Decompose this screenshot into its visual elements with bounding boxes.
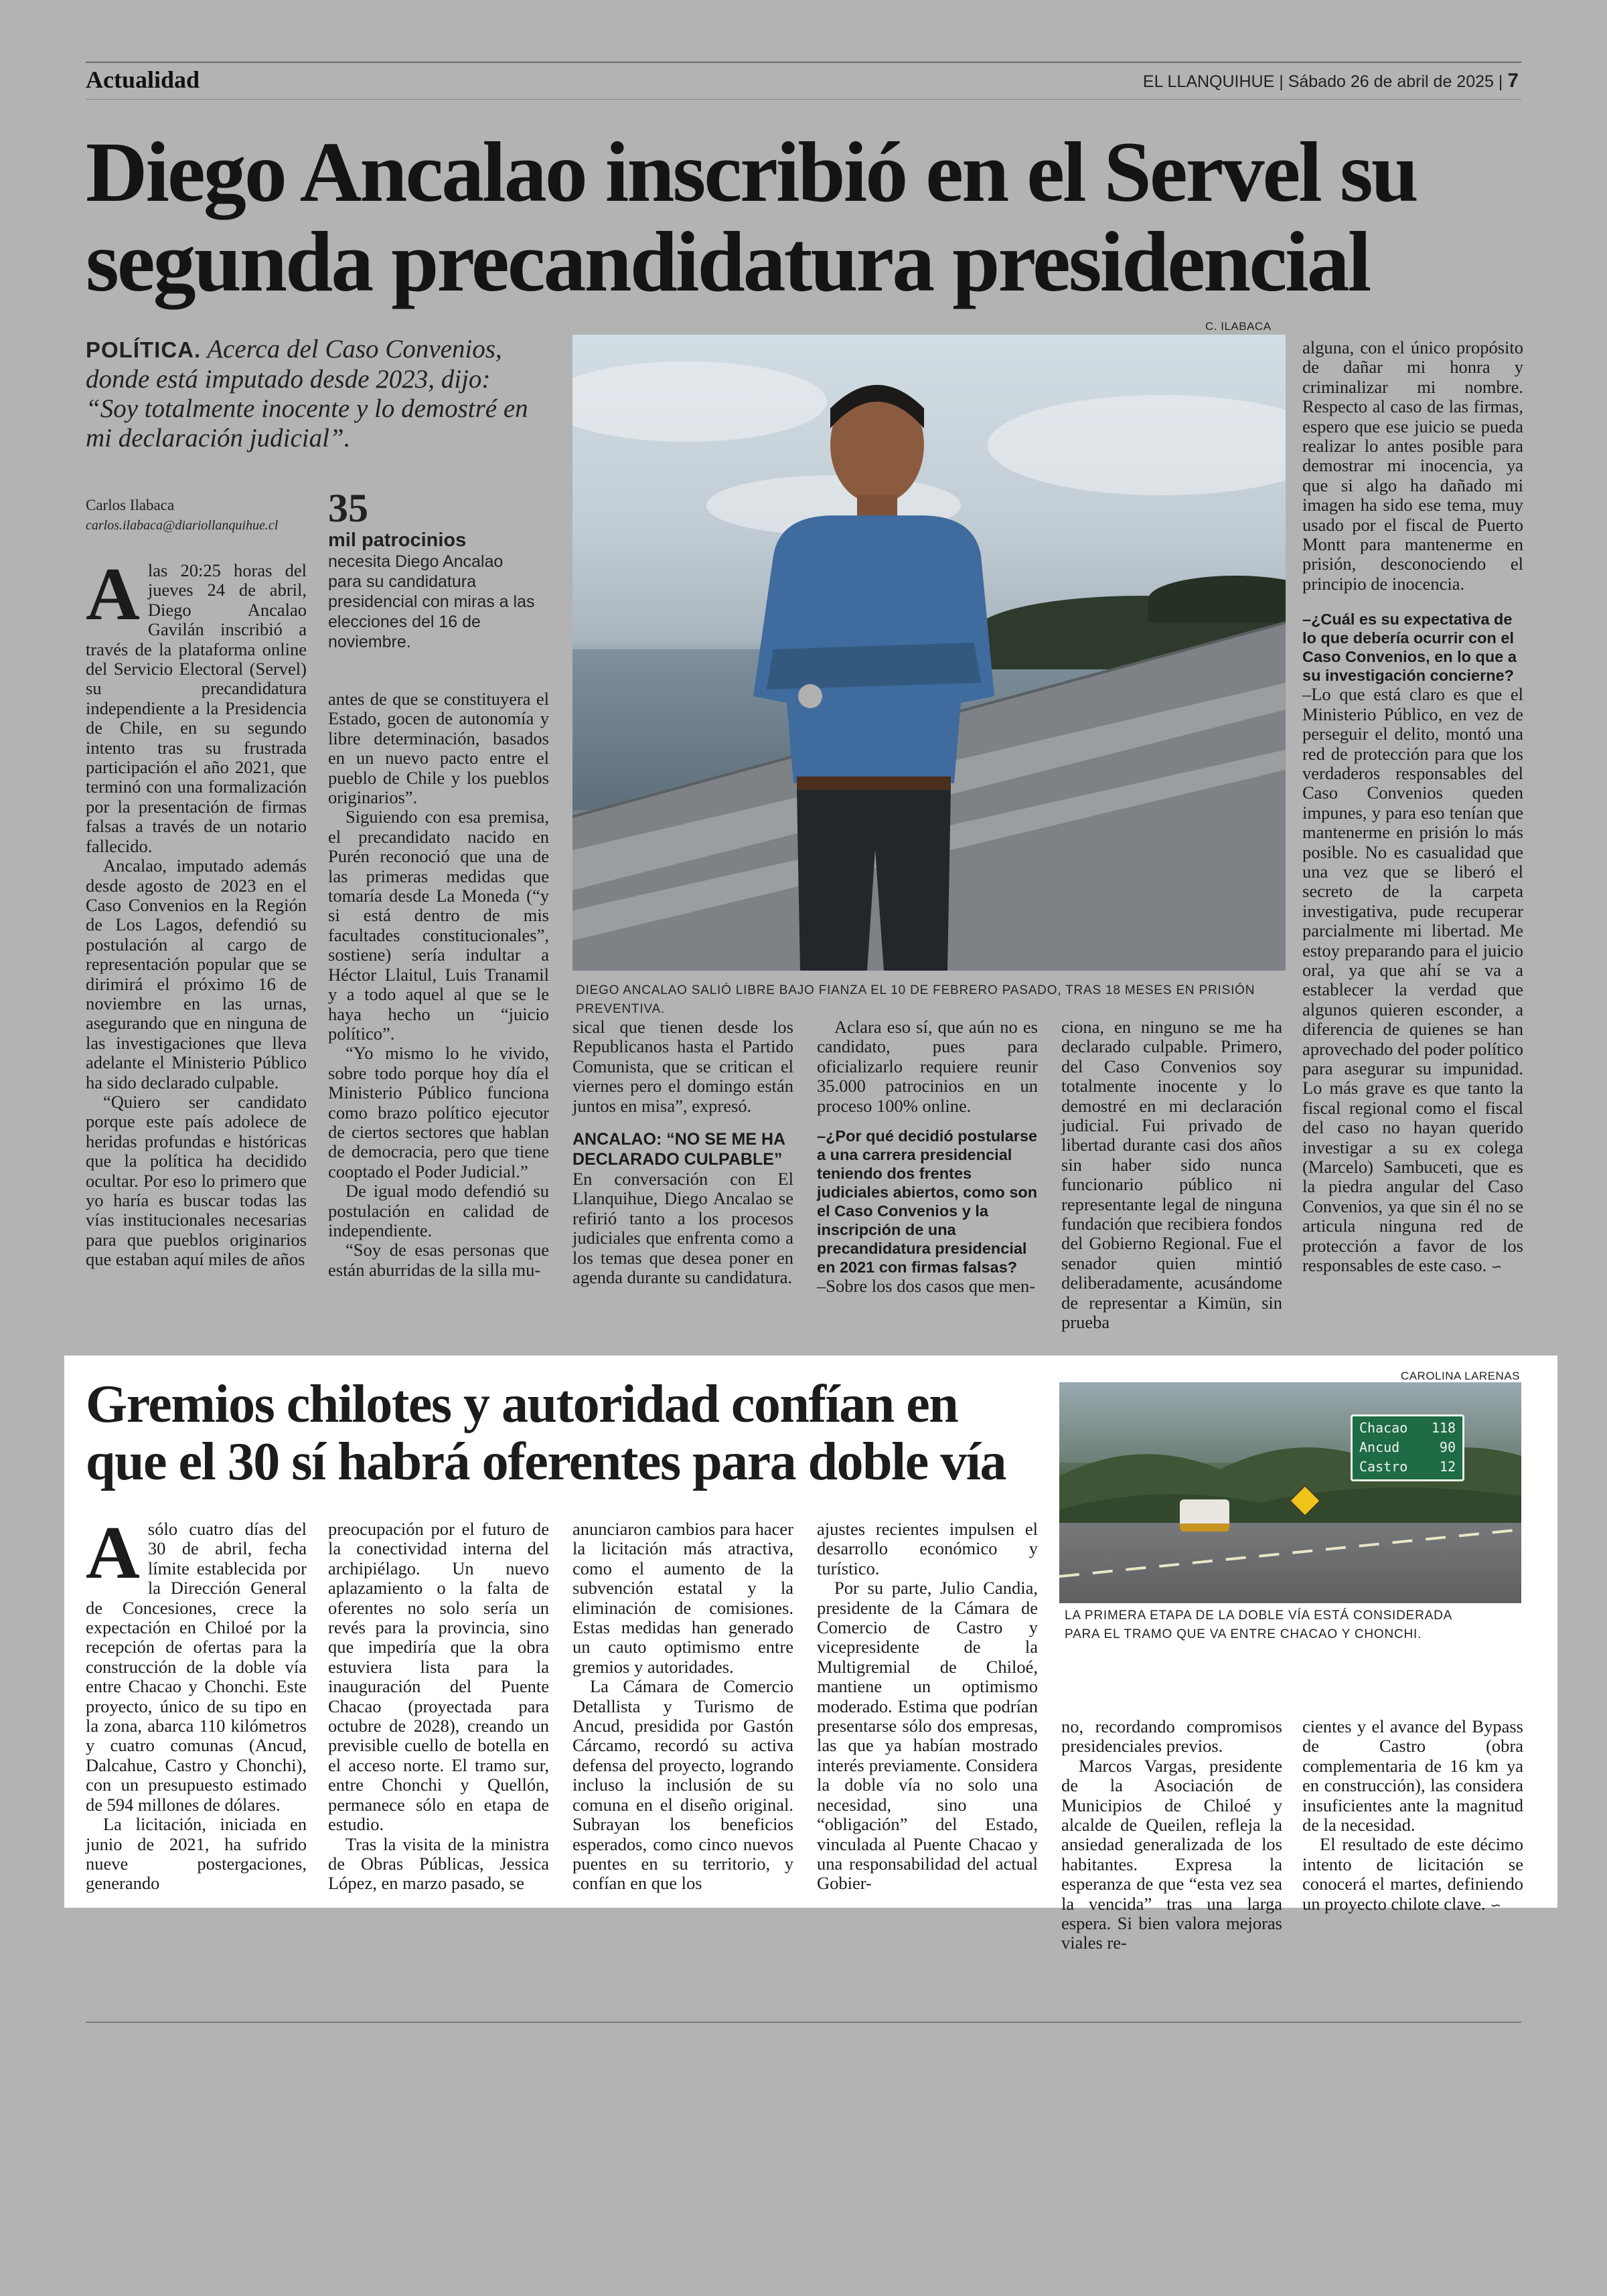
article2-col-6 (1302, 1717, 1523, 1916)
paragraph: –Lo que está claro es que el Ministerio Público, en vez de perseguir el delito, montó una red de protección para que los verdaderos responsables del Caso Convenios queden impunes, y para eso tenían que mantenerme en prisión lo más posible. No es casualidad que una vez que se liberó el secreto de la carpeta investigativa, pude recuperar parcialmente mi libertad. Me estoy preparando para el juicio oral, ya que ahí se va a establecer la verdad que algunos quieren esconder, a diferencia de quienes se han aprovechado del poder político para asegurar su impunidad. Lo más grave es que tanto la fiscal regional como el fiscal del caso no hayan querido investigar a su ex colega (Marcelo) Sambuceti, que es la piedra angular del Caso Convenios, ya que sin él no se articula ninguna red de protección a favor de los responsables de este caso. ∽ (1302, 684, 1523, 1276)
paragraph: ajustes recientes impulsen el desarrollo económico y turístico. (817, 1519, 1038, 1578)
paragraph: cientes y el avance del Bypass de Castro (obra complementaria de 16 km ya en construcción), las considera insuficientes ante la magnitud de la necesidad. (1302, 1716, 1523, 1835)
paragraph: preocupación por el futuro de la conectividad interna del archipiélago. Un nuevo aplazamiento o la falta de oferentes no solo sería un revés para la provincia, sino que impediría que la obra estuviera lista para la inauguración del Puente Chacao (proyectada para octubre de 2028), creando un previsible cuello de botella en el acceso norte. El tramo sur, entre Chonchi y Quellón, permanece sólo en etapa de estudio. (328, 1519, 549, 1835)
header-rule (86, 99, 1521, 100)
paragraph: Ancalao, imputado además desde agosto de 2023 en el Caso Convenios en la Región de Los Lagos, defendió su postulación al cargo de representación popular que se dirimirá el próximo 16 de noviembre en las urnas, asegurando que en ninguna de las investigaciones que lleva adelante el Ministerio Público ha sido declarado culpable. (86, 855, 307, 1092)
paragraph: Por su parte, Julio Candia, presidente de la Cámara de Comercio de Castro y vicepresidente de la Multigremial de Chiloé, mantiene un optimismo moderado. Estima que podrían presentarse sólo dos empresas, las que ya habían mostrado interés previamente. Considera la doble vía no solo una necesidad, sino una “obligación” del Estado, vinculada al Puente Chacao y una responsabilidad del actual Gobier- (817, 1578, 1038, 1894)
paragraph: “Yo mismo lo he vivido, sobre todo porque hoy día el Ministerio Público funciona como brazo político ejecutor de ciertos sectores que hablan de democracia, pero que tiene cooptado el Poder Judicial.” (328, 1043, 549, 1181)
article1-col-4 (817, 1017, 1038, 1296)
byline (86, 495, 307, 536)
article1-photo (572, 335, 1286, 971)
fact-unit: mil patrocinios (328, 529, 467, 551)
paragraph: sical que tienen desde los Republicanos hasta el Partido Comunista, que se critican el viernes pero el domingo están juntos en misa”, expresó. (572, 1017, 793, 1116)
article1-col-2 (328, 689, 549, 1280)
paragraph: Siguiendo con esa premisa, el precandidato nacido en Purén reconoció que una de las primeras medidas que tomaría desde La Moneda (“y si está dentro de mis facultades constitucionales”, sostiene) sería indultar a Héctor Llaitul, Luis Tranamil y a todo aquel al que se le haya hecho un “juicio político”. (328, 807, 549, 1044)
article2-col-2 (328, 1520, 549, 1894)
issue-date: Sábado 26 de abril de 2025 (1288, 72, 1494, 91)
author-email: carlos.ilabaca@diariollanquihue.cl (86, 518, 279, 533)
paragraph: “Quiero ser candidato porque este país adolece de heridas profundas e históricas que la política ha decidido ocultar. Por eso lo primero que yo haría es buscar todas las vías institucionales necesarias para que pueblos originarios que estaban aquí miles de años (86, 1091, 307, 1270)
article1-col-6 (1302, 338, 1523, 1277)
interview-question: –¿Por qué decidió postularse a una carrera presidencial teniendo dos frentes judiciales abiertos, como son el Caso Convenios y la inscripción de una precandidatura presidencial en 2021 con firmas falsas? (817, 1127, 1038, 1277)
photo-caption: LA PRIMERA ETAPA DE LA DOBLE VÍA ESTÁ CONSIDERADA PARA EL TRAMO QUE VA ENTRE CHACAO Y CHONCHI. (1065, 1609, 1452, 1641)
drop-cap: A (86, 553, 140, 636)
article2-photo (1059, 1382, 1521, 1603)
paragraph: ciona, en ninguno se me ha declarado culpable. Primero, del Caso Convenios soy totalmente inocente y lo demostré en mi declaración judicial. Fui privado de libertad durante casi dos años sin haber sido nunca funcionario público ni representante legal de ninguna fundación que recibiera fondos del Gobierno Regional. Fue el senador quien mintió deliberadamente, acusándome de representar a Kimün, sin prueba (1061, 1017, 1282, 1333)
headline-line: segunda precandidatura presidencial (86, 214, 1370, 309)
drop-cap: A (86, 1511, 140, 1594)
article2-headline (86, 1376, 1050, 1491)
article2-col-4 (817, 1520, 1038, 1894)
article1-col-3 (572, 1017, 793, 1287)
paragraph: La licitación, iniciada en junio de 2021, ha sufrido nueve postergaciones, generando (86, 1814, 307, 1894)
author-name: Carlos Ilabaca (86, 497, 175, 513)
subheading: ANCALAO: “NO SE ME HA DECLARADO CULPABLE” (572, 1130, 785, 1169)
article1-headline (86, 127, 1532, 307)
end-mark-icon: ∽ (1490, 1898, 1502, 1913)
person (733, 382, 1014, 971)
paragraph: anunciaron cambios para hacer la licitación más atractiva, como el aumento de la subvención estatal y la eliminación de comisiones. Estas medidas han generado un cauto optimismo entre gremios y autoridades. (572, 1519, 793, 1677)
bus (1180, 1499, 1229, 1532)
paragraph: En conversación con El Llanquihue, Diego Ancalao se refirió tanto a los procesos judiciales que enfrenta como a los temas que desea poner en agenda durante su candidatura. (572, 1169, 793, 1288)
road-sign: Chacao 118 Ancud 90 Castro 12 (1351, 1414, 1464, 1481)
headline-line: que el 30 sí habrá oferentes para doble vía (86, 1432, 1006, 1491)
paragraph: El resultado de este décimo intento de licitación se conocerá el martes, definiendo un proyecto chilote clave. ∽ (1302, 1834, 1523, 1914)
paragraph: La Cámara de Comercio Detallista y Turismo de Ancud, presidida por Gastón Cárcamo, recordó su activa defensa del proyecto, logrando incluso la inclusión de su comuna en el diseño original. Subrayan los beneficios esperados, como cinco nuevos puentes en su territorio, y confían en que los (572, 1676, 793, 1894)
headline-line: Diego Ancalao inscribió en el Servel su (86, 125, 1417, 220)
article1-lead (86, 335, 541, 453)
paragraph: De igual modo defendió su postulación en calidad de independiente. (328, 1181, 549, 1240)
article2-col-3 (572, 1520, 793, 1894)
article2-col-1 (86, 1511, 307, 1894)
paragraph: Aclara eso sí, que aún no es candidato, pues para oficializarlo requiere reunir 35.000 patrocinios en un proceso 100% online. (817, 1017, 1038, 1116)
photo-credit: C. ILABACA (1205, 320, 1272, 333)
paragraph: Marcos Vargas, presidente de la Asociación de Municipios de Chiloé y alcalde de Queilen, refleja la ansiedad generalizada de los habitantes. Expresa la esperanza de que “esta vez sea la vencida” tras una larga espera. Si bien valora mejoras viales re- (1061, 1755, 1282, 1953)
fact-text: necesita Diego Ancalao para su candidatura presidencial con miras a las elecciones del 16 de noviembre. (328, 552, 535, 651)
publication-name: EL LLANQUIHUE (1142, 72, 1275, 91)
article2-col-5 (1061, 1717, 1282, 1953)
fact-box (328, 487, 536, 652)
paragraph: antes de que se constituyera el Estado, gocen de autonomía y libre determinación, basados en un nuevo pacto entre el pueblo de Chile y los pueblos originarios”. (328, 689, 549, 808)
paragraph: “Soy de esas personas que están aburridas de la silla mu- (328, 1240, 549, 1280)
article1-col-5 (1061, 1017, 1282, 1333)
article1-col-1 (86, 553, 307, 1270)
headline-line: Gremios chilotes y autoridad confían en (86, 1375, 958, 1434)
interview-question: –¿Cuál es su expectativa de lo que debería ocurrir con el Caso Convenios, en lo que a su investigación concierne? (1302, 610, 1517, 685)
kicker: POLÍTICA. (86, 337, 202, 362)
photo-caption: DIEGO ANCALAO SALIÓ LIBRE BAJO FIANZA EL 10 DE FEBRERO PASADO, TRAS 18 MESES EN PRISIÓN PREVENTIVA. (576, 983, 1255, 1016)
paragraph: no, recordando compromisos presidenciales previos. (1061, 1716, 1282, 1756)
photo-credit: CAROLINA LARENAS (1400, 1370, 1520, 1382)
lead-text: Acerca del Caso Convenios, donde está imputado desde 2023, dijo: “Soy totalmente inocente y lo demostré en mi declaración judicial”. (86, 335, 528, 453)
section-label: Actualidad (86, 66, 200, 93)
paragraph: las 20:25 horas del jueves 24 de abril, Diego Ancalao Gavilán inscribió a través de la plataforma online del Servicio Electoral (Servel) su precandidatura independiente a la Presidencia de Chile, en su segundo intento tras su frustrada participación el año 2021, que terminó con una formalización por la presentación de firmas falsas a través de un notario fallecido. (86, 560, 307, 856)
end-mark-icon: ∽ (1490, 1260, 1503, 1275)
folio: EL LLANQUIHUE | Sábado 26 de abril de 2025 | 7 (1142, 70, 1519, 92)
paragraph: –Sobre los dos casos que men- (817, 1276, 1036, 1297)
bottom-rule (86, 2022, 1521, 2023)
paragraph: Tras la visita de la ministra de Obras Públicas, Jessica López, en marzo pasado, se (328, 1833, 549, 1894)
paragraph: sólo cuatro días del 30 de abril, fecha límite establecida por la Dirección General de Concesiones, crece la expectación en Chiloé por la recepción de ofertas para la construcción de la doble vía entre Chacao y Chonchi. Este proyecto, único de su tipo en la zona, abarca 110 kilómetros y cuatro comunas (Ancud, Dalcahue, Castro y Chonchi), con un presupuesto estimado de 594 millones de dólares. (86, 1519, 307, 1815)
fact-number: 35 (328, 486, 368, 530)
top-rule (86, 62, 1521, 63)
paragraph: alguna, con el único propósito de dañar mi honra y criminalizar mi nombre. Respecto al caso de las firmas, espero que ese juicio se pueda realizar lo antes posible para demostrar mi inocencia, ya que si algo ha dañado mi imagen ha sido ese tema, muy usado por el fiscal de Puerto Montt para mantenerme en prisión, desconociendo el principio de inocencia. (1302, 337, 1523, 594)
page-number: 7 (1507, 70, 1519, 92)
